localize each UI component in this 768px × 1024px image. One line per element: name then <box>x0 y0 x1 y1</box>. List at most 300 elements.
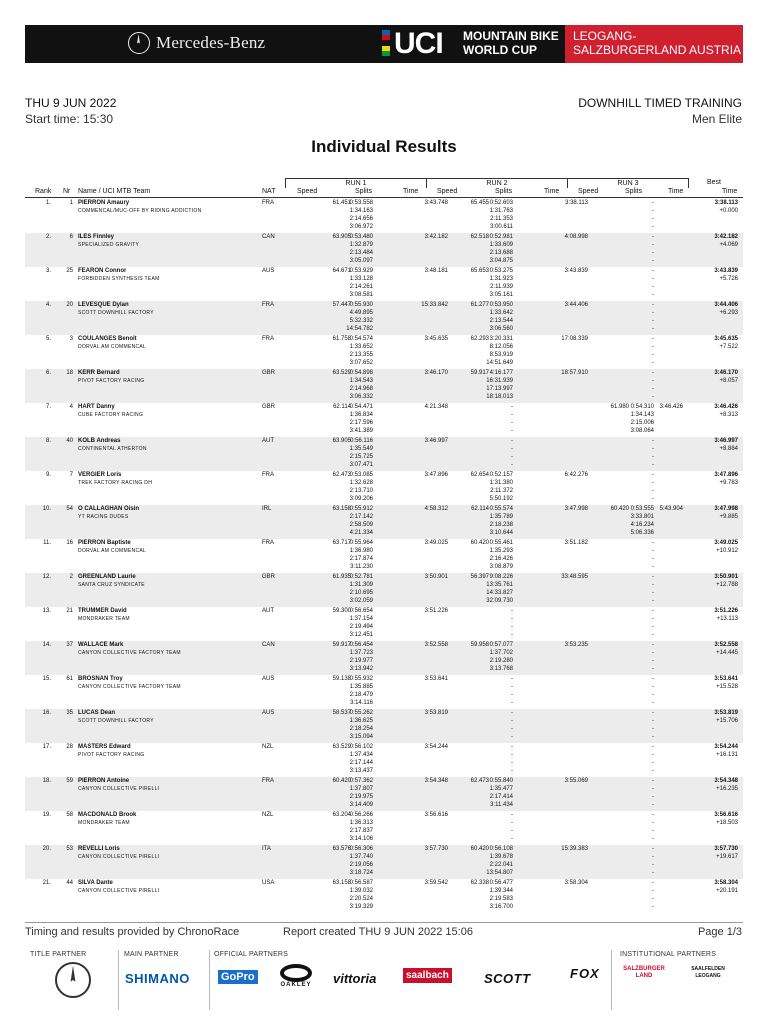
run1-speed: 63.158 <box>332 506 351 512</box>
rider-name: SILVA Dante <box>78 880 113 886</box>
run2-header: RUN 2 <box>426 178 568 188</box>
nr-cell: 53 <box>66 846 73 852</box>
run1-speed: 62.114 <box>333 404 351 410</box>
best-time: 3:45.635 <box>714 336 738 342</box>
split-time: 0:54.898 <box>349 370 373 376</box>
split-time: - <box>511 412 513 418</box>
split-time: 1:35.885 <box>349 684 373 690</box>
run2-time-header: Time <box>544 188 560 195</box>
split-time: - <box>652 224 654 230</box>
run2-speed: 62.114 <box>471 506 489 512</box>
rider-name: PIERRON Antoine <box>78 778 130 784</box>
split-time: - <box>652 472 654 478</box>
split-time: 2:10.695 <box>349 590 373 596</box>
report-created: Report created THU 9 JUN 2022 15:06 <box>283 926 473 938</box>
split-time: - <box>652 624 654 630</box>
split-time: 0:53.929 <box>349 268 373 274</box>
run1-speed: 60.420 <box>332 778 351 784</box>
nat-cell: NZL <box>262 744 274 750</box>
split-time: - <box>652 718 654 724</box>
split-time: - <box>652 676 654 682</box>
split-time: 5:50.192 <box>489 496 513 502</box>
institutional-partners-label: INSTITUTIONAL PARTNERS <box>620 951 717 958</box>
split-time: 3:06.972 <box>349 224 373 230</box>
run1-time: 3:59.542 <box>424 880 448 886</box>
table-row <box>25 845 743 879</box>
split-time: 1:34.163 <box>349 208 373 214</box>
table-row <box>25 777 743 811</box>
split-time: 17:13.997 <box>486 386 513 392</box>
mercedes-footer-logo <box>55 962 91 998</box>
split-time: - <box>652 590 654 596</box>
split-time: 0:53.480 <box>349 234 373 240</box>
nr-cell: 59 <box>66 778 73 784</box>
split-time: 4:16.234 <box>630 522 654 528</box>
rider-name: PIERRON Baptiste <box>78 540 131 546</box>
rider-name: PIERRON Amaury <box>78 200 130 206</box>
run1-header: RUN 1 <box>285 178 427 188</box>
split-time: 0:52.603 <box>489 200 513 206</box>
nr-cell: 37 <box>66 642 73 648</box>
gap-time: +13.113 <box>716 616 738 622</box>
run2-time: 3:55.069 <box>564 778 588 784</box>
team-name: YT RACING DUDES <box>78 514 129 520</box>
nat-cell: FRA <box>262 778 274 784</box>
split-time: 13:35.761 <box>486 582 513 588</box>
split-time: 1:36.980 <box>349 548 373 554</box>
gap-time: +8.313 <box>719 412 738 418</box>
split-time: 8:12.056 <box>489 344 513 350</box>
split-time: - <box>652 744 654 750</box>
nr-cell: 7 <box>69 472 73 478</box>
split-time: 3:08.581 <box>349 292 373 298</box>
split-time: 5:06.336 <box>630 530 654 536</box>
nat-cell: FRA <box>262 302 274 308</box>
footer-divider <box>25 922 743 923</box>
split-time: 3:07.652 <box>349 360 373 366</box>
official-partners-label: OFFICIAL PARTNERS <box>214 951 289 958</box>
nat-cell: FRA <box>262 200 274 206</box>
table-row <box>25 607 743 641</box>
split-time: 1:35.477 <box>489 786 513 792</box>
best-time: 3:58.304 <box>714 880 738 886</box>
venue-label: LEOGANG-SALZBURGERLAND AUSTRIA <box>565 25 743 63</box>
split-time: 3:41.389 <box>349 428 373 434</box>
split-time: - <box>652 684 654 690</box>
rider-name: KERR Bernard <box>78 370 120 376</box>
run2-speed: 60.420 <box>470 846 489 852</box>
split-time: 2:13.355 <box>349 352 373 358</box>
run1-time: 3:52.558 <box>424 642 448 648</box>
split-time: - <box>511 734 513 740</box>
gap-time: +8.884 <box>719 446 738 452</box>
team-name: CUBE FACTORY RACING <box>78 412 144 418</box>
split-time: - <box>511 438 513 444</box>
table-row <box>25 675 743 709</box>
nat-cell: AUS <box>262 268 275 274</box>
nat-cell: FRA <box>262 472 274 478</box>
rank-cell: 1. <box>45 200 51 206</box>
best-time: 3:38.113 <box>714 200 738 206</box>
split-time: 3:11.230 <box>350 564 373 570</box>
split-time: 32:09.730 <box>486 598 513 604</box>
split-time: 0:56.477 <box>489 880 513 886</box>
results-table-header <box>25 178 743 198</box>
split-time: - <box>511 744 513 750</box>
uci-rainbow-stripes <box>382 30 390 56</box>
split-time: 18:18.013 <box>486 394 513 400</box>
split-time: 1:35.293 <box>489 548 513 554</box>
run2-time: 33:48.595 <box>561 574 588 580</box>
gap-time: +18.503 <box>716 820 738 826</box>
run1-speed: 63.158 <box>332 880 351 886</box>
table-row <box>25 233 743 267</box>
split-time: 3:19.329 <box>349 904 373 910</box>
nr-cell: 40 <box>66 438 73 444</box>
nr-cell: 54 <box>66 506 73 512</box>
split-time: 2:19.583 <box>489 896 513 902</box>
split-time: - <box>652 310 654 316</box>
run3-time: 5:43.904 <box>659 506 683 512</box>
best-time: 3:53.819 <box>714 710 738 716</box>
split-time: 2:18.254 <box>349 726 373 732</box>
split-time: - <box>652 250 654 256</box>
nr-header: Nr <box>63 188 71 195</box>
saalfelden-leogang-logo: SAALFELDEN LEOGANG <box>691 966 725 979</box>
run1-speed: 62.473 <box>332 472 351 478</box>
run1-speed: 59.917 <box>332 642 351 648</box>
best-time: 3:51.226 <box>714 608 738 614</box>
split-time: 0:56.454 <box>349 642 373 648</box>
rank-cell: 3. <box>45 268 51 274</box>
split-time: - <box>652 462 654 468</box>
best-header: Best <box>707 179 722 186</box>
table-row <box>25 403 743 437</box>
split-time: - <box>652 752 654 758</box>
split-time: - <box>511 820 513 826</box>
split-time: - <box>511 608 513 614</box>
split-time: - <box>511 420 513 426</box>
nr-cell: 1 <box>69 200 73 206</box>
split-time: 2:13.544 <box>489 318 513 324</box>
split-time: - <box>652 880 654 886</box>
split-time: 14:51.649 <box>486 360 513 366</box>
split-time: 0:54.471 <box>349 404 373 410</box>
run1-time: 3:53.819 <box>424 710 448 716</box>
gap-time: +10.912 <box>716 548 738 554</box>
split-time: 2:19.280 <box>489 658 513 664</box>
gap-time: +15.706 <box>716 718 738 724</box>
gap-time: +9.885 <box>719 514 738 520</box>
split-time: 2:19.975 <box>349 794 373 800</box>
run2-time: 3:53.235 <box>564 642 588 648</box>
run1-speed: 63.717 <box>332 540 351 546</box>
gap-time: +7.522 <box>719 344 738 350</box>
run1-speed: 63.576 <box>332 846 351 852</box>
split-time: - <box>511 684 513 690</box>
rank-cell: 4. <box>45 302 51 308</box>
run2-speed: 62.293 <box>470 336 489 342</box>
split-time: 2:18.238 <box>489 522 513 528</box>
run1-speed: 63.529 <box>332 744 351 750</box>
split-time: 2:19.977 <box>349 658 373 664</box>
split-time: - <box>511 760 513 766</box>
rank-cell: 5. <box>45 336 51 342</box>
split-time: - <box>652 242 654 248</box>
split-time: 1:37.702 <box>489 650 513 656</box>
rank-cell: 21. <box>42 880 51 886</box>
run1-time: 3:47.896 <box>424 472 448 478</box>
split-time: 2:13.484 <box>349 250 373 256</box>
table-row <box>25 471 743 505</box>
nr-cell: 3 <box>69 336 73 342</box>
table-row <box>25 539 743 573</box>
split-time: - <box>652 786 654 792</box>
split-time: 0:57.077 <box>489 642 513 648</box>
run2-time: 6:42.276 <box>564 472 588 478</box>
split-time: 0:56.116 <box>350 438 373 444</box>
best-time: 3:47.896 <box>714 472 738 478</box>
split-time: 2:19.494 <box>349 624 373 630</box>
best-time: 3:44.406 <box>714 302 738 308</box>
split-time: - <box>652 454 654 460</box>
nr-cell: 44 <box>66 880 73 886</box>
rider-name: WALLACE Mark <box>78 642 124 648</box>
split-time: - <box>652 394 654 400</box>
best-time: 3:54.348 <box>714 778 738 784</box>
run2-speed: 65.653 <box>470 268 489 274</box>
scott-logo: SCOTT <box>484 971 531 986</box>
split-time: 1:34.143 <box>630 412 654 418</box>
table-row <box>25 641 743 675</box>
split-time: - <box>652 488 654 494</box>
split-time: 0:56.108 <box>489 846 513 852</box>
run3-speed: 61.980 <box>610 404 629 410</box>
split-time: - <box>652 564 654 570</box>
oakley-logo: OAKLEY <box>276 964 316 992</box>
run1-speed: 61.935 <box>332 574 351 580</box>
split-time: 14:54.782 <box>346 326 373 332</box>
run1-time: 3:43.748 <box>424 200 448 206</box>
split-time: - <box>652 556 654 562</box>
split-time: 3:05.097 <box>349 258 373 264</box>
split-time: 0:53.950 <box>489 302 513 308</box>
split-time: - <box>652 846 654 852</box>
gap-time: +16.131 <box>716 752 738 758</box>
split-time: 2:14.261 <box>349 284 373 290</box>
split-time: - <box>652 802 654 808</box>
split-time: - <box>652 812 654 818</box>
best-time: 3:54.244 <box>714 744 738 750</box>
table-row <box>25 369 743 403</box>
split-time: - <box>652 292 654 298</box>
run2-time: 3:44.406 <box>564 302 588 308</box>
split-time: - <box>652 370 654 376</box>
split-time: 0:57.362 <box>349 778 373 784</box>
split-time: - <box>652 828 654 834</box>
run2-speed: 62.473 <box>470 778 489 784</box>
nat-cell: USA <box>262 880 275 886</box>
run2-speed: 59.958 <box>470 642 489 648</box>
split-time: 0:56.306 <box>349 846 373 852</box>
nat-cell: GBR <box>262 370 276 376</box>
run1-time: 4:21.348 <box>424 404 448 410</box>
split-time: 1:35.789 <box>489 514 513 520</box>
nr-cell: 6 <box>69 234 73 240</box>
split-time: - <box>652 234 654 240</box>
split-time: - <box>652 904 654 910</box>
split-time: 0:54.310 <box>630 404 654 410</box>
split-time: 1:31.380 <box>489 480 513 486</box>
split-time: 1:32.628 <box>349 480 373 486</box>
run2-speed: 60.420 <box>470 540 489 546</box>
nat-cell: GBR <box>262 404 276 410</box>
split-time: - <box>652 616 654 622</box>
split-time: - <box>652 888 654 894</box>
run1-speed: 64.671 <box>332 268 351 274</box>
split-time: 0:56.102 <box>349 744 373 750</box>
nat-header: NAT <box>262 188 276 195</box>
nr-cell: 18 <box>66 370 73 376</box>
run1-time: 3:46.170 <box>424 370 448 376</box>
run2-time: 3:58.304 <box>564 880 588 886</box>
split-time: 0:53.558 <box>349 200 373 206</box>
table-row <box>25 505 743 539</box>
team-name: MONDRAKER TEAM <box>78 616 130 622</box>
split-time: - <box>652 268 654 274</box>
split-time: 2:20.524 <box>349 896 373 902</box>
split-time: - <box>652 352 654 358</box>
run1-time: 3:57.730 <box>424 846 448 852</box>
split-time: 2:22.041 <box>489 862 513 868</box>
nr-cell: 25 <box>66 268 73 274</box>
split-time: 13:54.807 <box>486 870 513 876</box>
nat-cell: NZL <box>262 812 274 818</box>
team-name: SCOTT DOWNHILL FACTORY <box>78 310 154 316</box>
timing-credit: Timing and results provided by ChronoRace <box>25 926 240 938</box>
split-time: 2:17.142 <box>349 514 373 520</box>
split-time: 0:52.781 <box>349 574 373 580</box>
rider-name: MASTERS Edward <box>78 744 131 750</box>
split-time: - <box>511 828 513 834</box>
gap-time: +16.235 <box>716 786 738 792</box>
split-time: 0:55.461 <box>489 540 513 546</box>
run3-time-header: Time <box>668 188 684 195</box>
split-time: 0:52.981 <box>489 234 513 240</box>
gap-time: +8.057 <box>719 378 738 384</box>
title-sponsor-name: Mercedes-Benz <box>156 33 266 52</box>
run3-header: RUN 3 <box>567 178 689 188</box>
split-time: - <box>652 548 654 554</box>
race-date: THU 9 JUN 2022 <box>25 96 117 110</box>
vittoria-logo: vittoria <box>333 971 377 986</box>
split-time: - <box>511 428 513 434</box>
run1-time: 3:50.901 <box>424 574 448 580</box>
rank-cell: 14. <box>42 642 51 648</box>
run2-time: 3:43.839 <box>564 268 588 274</box>
split-time: 2:14.656 <box>349 216 373 222</box>
title-partner-label: TITLE PARTNER <box>30 951 87 958</box>
best-time: 3:56.616 <box>714 812 738 818</box>
best-time: 3:43.839 <box>714 268 738 274</box>
split-time: 2:17.144 <box>349 760 373 766</box>
run1-splits-header: Splits <box>355 188 373 195</box>
split-time: - <box>652 200 654 206</box>
split-time: 2:11.939 <box>490 284 513 290</box>
split-time: - <box>511 692 513 698</box>
name-header: Name / UCI MTB Team <box>78 188 151 195</box>
nr-cell: 58 <box>66 812 73 818</box>
run2-time: 15:39.383 <box>561 846 588 852</box>
rank-cell: 8. <box>45 438 51 444</box>
split-time: - <box>652 208 654 214</box>
split-time: 9:08.226 <box>489 574 513 580</box>
team-name: PIVOT FACTORY RACING <box>78 752 145 758</box>
gap-time: +12.788 <box>716 582 738 588</box>
split-time: 1:34.543 <box>349 378 373 384</box>
world-cup-label: MOUNTAIN BIKE WORLD CUP <box>463 29 559 57</box>
split-time: - <box>511 836 513 842</box>
split-time: 14:33.827 <box>486 590 513 596</box>
fox-logo: FOX <box>570 966 600 981</box>
gap-time: +14.445 <box>716 650 738 656</box>
split-time: 1:31.309 <box>349 582 373 588</box>
split-time: 3:06.560 <box>489 326 513 332</box>
category: Men Elite <box>691 112 742 126</box>
split-time: - <box>652 862 654 868</box>
best-time-header: Time <box>722 188 738 195</box>
rider-name: O CALLAGHAN Oisin <box>78 506 139 512</box>
page-number: Page 1/3 <box>697 926 742 938</box>
gap-time: +0.000 <box>719 208 738 214</box>
split-time: 3:09.206 <box>349 496 373 502</box>
table-row <box>25 335 743 369</box>
split-time: 2:13.688 <box>489 250 513 256</box>
split-time: - <box>652 438 654 444</box>
split-time: 3:02.059 <box>349 598 373 604</box>
rank-cell: 10. <box>42 506 51 512</box>
rider-name: FEARON Connor <box>78 268 127 274</box>
split-time: - <box>652 650 654 656</box>
split-time: - <box>511 446 513 452</box>
team-name: SPECIALIZED GRAVITY <box>78 242 140 248</box>
run1-time: 3:46.997 <box>424 438 448 444</box>
gap-time: +4.069 <box>719 242 738 248</box>
split-time: 1:39.344 <box>489 888 513 894</box>
split-time: 3:33.801 <box>630 514 654 520</box>
split-time: - <box>652 386 654 392</box>
best-time: 3:53.641 <box>714 676 738 682</box>
run1-speed: 59.138 <box>332 676 351 682</box>
split-time: - <box>511 726 513 732</box>
best-time: 3:46.426 <box>714 404 738 410</box>
split-time: 8:53.919 <box>489 352 513 358</box>
team-name: CANYON COLLECTIVE FACTORY TEAM <box>78 650 181 656</box>
split-time: - <box>652 794 654 800</box>
run1-time: 3:56.616 <box>424 812 448 818</box>
split-time: - <box>652 836 654 842</box>
split-time: - <box>652 336 654 342</box>
team-name: PIVOT FACTORY RACING <box>78 378 145 384</box>
split-time: 2:17.596 <box>349 420 373 426</box>
run1-time-header: Time <box>403 188 419 195</box>
split-time: - <box>652 302 654 308</box>
shimano-logo: SHIMANO <box>125 971 190 986</box>
gap-time: +15.528 <box>716 684 738 690</box>
best-time: 3:49.025 <box>714 540 738 546</box>
table-row <box>25 743 743 777</box>
split-time: 2:11.353 <box>490 216 513 222</box>
